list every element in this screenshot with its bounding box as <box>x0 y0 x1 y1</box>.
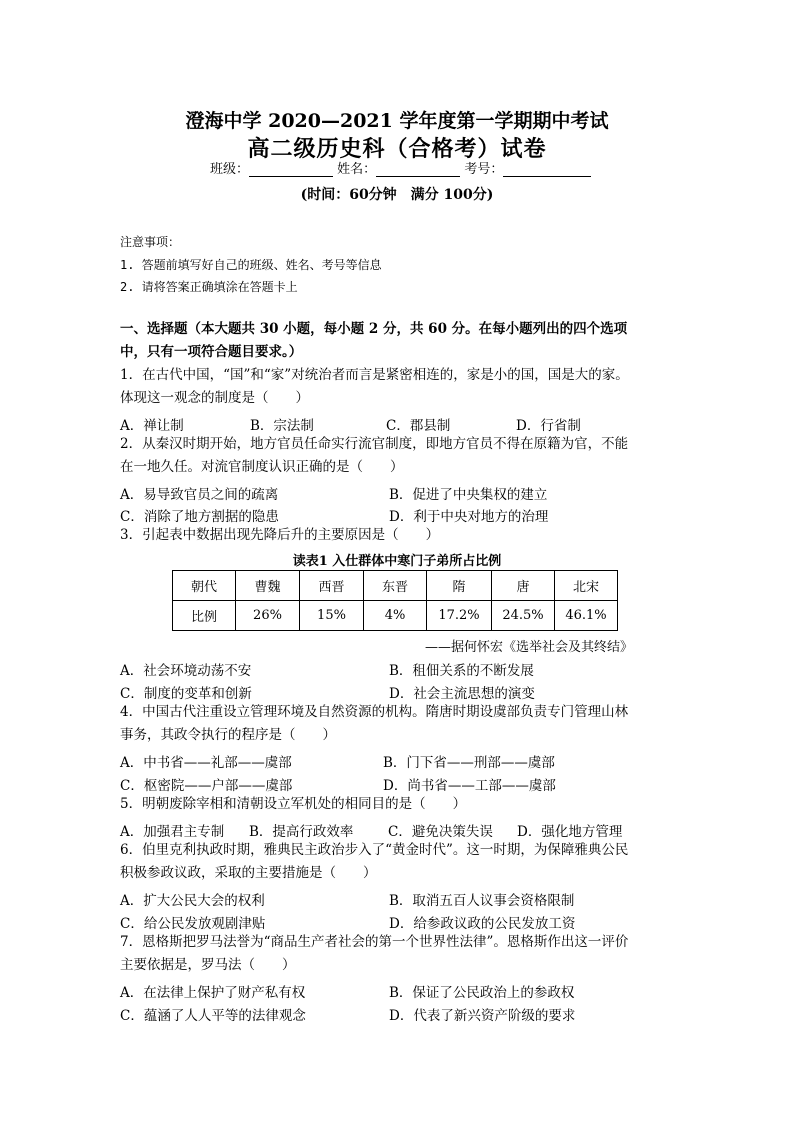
exam-title: 澄海中学 2020—2021 学年度第一学期期中考试 <box>185 110 609 132</box>
question-stem: 2．从秦汉时期开始，地方官员任命实行流官制度，即地方官员不得在原籍为官，不能 <box>120 436 629 452</box>
option-c: C．给公民发放观剧津贴 <box>120 916 266 932</box>
section-instructions: 一、选择题（本大题共 30 小题，每小题 2 分，共 60 分。在每小题列出的四个选项 <box>120 321 628 337</box>
exam-no-label: 考号： <box>464 162 504 177</box>
section-instructions: 中，只有一项符合题目要求。） <box>120 344 303 360</box>
table-cell: 隋 <box>427 571 492 601</box>
table-cell: 15% <box>300 601 364 631</box>
option-a: A．加强君主专制 <box>120 824 225 840</box>
option-b: B．保证了公民政治上的参政权 <box>389 985 575 1001</box>
question-stem: 4．中国古代注重设立管理环境及自然资源的机构。隋唐时期设虞部负责专门管理山林 <box>120 704 629 720</box>
option-b: B．租佃关系的不断发展 <box>389 663 534 679</box>
option-c: C．枢密院——户部——虞部 <box>120 778 293 794</box>
data-table <box>172 570 618 631</box>
row-header: 朝代 <box>173 571 236 601</box>
option-b: B．提高行政效率 <box>249 824 354 840</box>
question-stem: 在一地久任。对流官制度认识正确的是（ ） <box>120 459 404 475</box>
option-c: C．制度的变革和创新 <box>120 686 252 702</box>
notice-item: 1. 答题前填写好自己的班级、姓名、考号等信息 <box>120 258 382 272</box>
question-stem: 7．恩格斯把罗马法誉为“商品生产者社会的第一个世界性法律”。恩格斯作出这一评价 <box>120 934 629 950</box>
table-row <box>173 601 618 631</box>
question-stem: 3．引起表中数据出现先降后升的主要原因是（ ） <box>120 527 440 543</box>
table-cell: 46.1% <box>555 601 618 631</box>
student-info-line <box>210 158 591 177</box>
name-label: 姓名： <box>337 162 377 177</box>
option-d: D．代表了新兴资产阶级的要求 <box>389 1008 576 1024</box>
option-a: A．禅让制 <box>120 418 184 434</box>
class-label: 班级： <box>210 162 250 177</box>
option-d: D．给参政议政的公民发放工资 <box>389 916 576 932</box>
question-stem: 积极参政议政，采取的主要措施是（ ） <box>120 865 377 881</box>
question-stem: 6．伯里克利执政时期，雅典民主政治步入了“黄金时代”。这一时期，为保障雅典公民 <box>120 842 629 858</box>
option-d: D．利于中央对地方的治理 <box>389 509 549 525</box>
question-stem: 5．明朝废除宰相和清朝设立军机处的相同目的是（ ） <box>120 796 467 812</box>
table-cell: 东晋 <box>364 571 427 601</box>
question-stem: 事务，其政令执行的程序是（ ） <box>120 727 336 743</box>
option-c: C．避免决策失误 <box>388 824 493 840</box>
option-d: D．行省制 <box>516 418 581 434</box>
table-cell: 26% <box>236 601 300 631</box>
option-a: A．社会环境动荡不安 <box>120 663 252 679</box>
notice-item: 2. 请将答案正确填涂在答题卡上 <box>120 280 298 294</box>
option-b: B．促进了中央集权的建立 <box>389 487 548 503</box>
question-stem: 体现这一观念的制度是（ ） <box>120 390 309 406</box>
table-cell: 17.2% <box>427 601 492 631</box>
table-caption: 读表1 入仕群体中寒门子弟所占比例 <box>292 554 502 569</box>
option-c: C．消除了地方割据的隐患 <box>120 509 279 525</box>
option-a: A．易导致官员之间的疏离 <box>120 487 279 503</box>
row-header: 比例 <box>173 601 236 631</box>
question-stem: 1．在古代中国，“国”和“家”对统治者而言是紧密相连的，家是小的国，国是大的家。 <box>120 367 629 383</box>
time-score-info: (时间：60分钟 满分 100分) <box>300 187 494 203</box>
option-d: D．强化地方管理 <box>517 824 623 840</box>
option-d: D．社会主流思想的演变 <box>389 686 535 702</box>
table-cell: 曹魏 <box>236 571 300 601</box>
notice-heading: 注意事项： <box>120 235 181 249</box>
table-row <box>173 571 618 601</box>
table-cell: 唐 <box>492 571 555 601</box>
option-c: C．郡县制 <box>386 418 451 434</box>
option-a: A．中书省——礼部——虞部 <box>120 755 292 771</box>
exam-subtitle: 高二级历史科（合格考）试卷 <box>247 136 547 162</box>
option-c: C．蕴涵了人人平等的法律观念 <box>120 1008 306 1024</box>
option-a: A．扩大公民大会的权利 <box>120 893 265 909</box>
option-d: D．尚书省——工部——虞部 <box>383 778 556 794</box>
table-source: ——据何怀宏《选举社会及其终结》 <box>425 640 634 655</box>
exam-no-blank[interactable] <box>503 162 591 177</box>
option-b: B．取消五百人议事会资格限制 <box>389 893 575 909</box>
option-a: A．在法律上保护了财产私有权 <box>120 985 306 1001</box>
class-blank[interactable] <box>249 162 333 177</box>
option-b: B．门下省——刑部——虞部 <box>383 755 555 771</box>
question-stem: 主要依据是，罗马法（ ） <box>120 957 296 973</box>
table-cell: 4% <box>364 601 427 631</box>
table-cell: 西晋 <box>300 571 364 601</box>
name-blank[interactable] <box>376 162 460 177</box>
option-b: B．宗法制 <box>250 418 314 434</box>
table-cell: 北宋 <box>555 571 618 601</box>
table-cell: 24.5% <box>492 601 555 631</box>
